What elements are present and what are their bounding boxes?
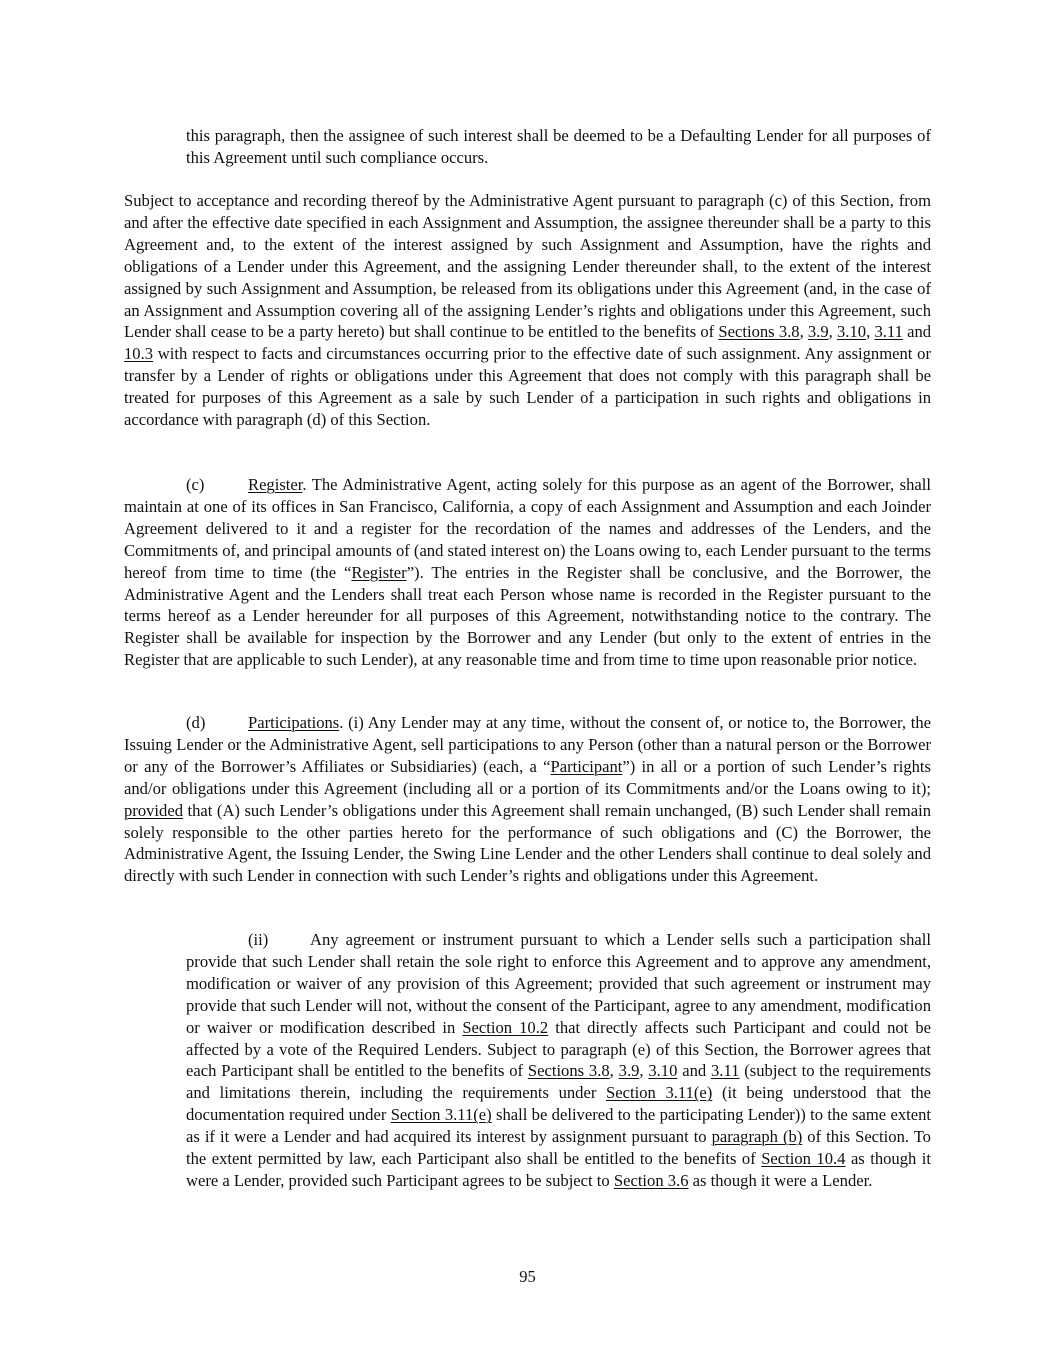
paragraph-intro: this paragraph, then the assignee of such interest shall be deemed to be a Defaulting Lender for all purposes of this Agreement until such compliance occurs. <box>186 126 931 167</box>
section-ref-link: Section 3.6 <box>613 1170 689 1190</box>
section-heading: Participations <box>248 713 340 732</box>
section-ref-link: 3.9 <box>807 322 829 342</box>
page-number: 95 <box>519 1267 536 1286</box>
section-ref-link: Section 3.11(e) <box>606 1083 713 1103</box>
section-ref-link: 3.11 <box>874 322 903 342</box>
paragraph-register: (c) Register. The Administrative Agent, acting solely for this purpose as an agent of the Borrower, shall maintain at one of its offices in San Francisco, California, a copy of each Assignment and Assumption and each Joinder Agreement delivered to it and a register for the recordation of the names and addresses of the Lenders, and the Commitments of, and principal amounts of (and stated interest on) the Loans owing to, each Lender pursuant to the terms hereof from time to time (the “Register”). The entries in the Register shall be conclusive, and the Borrower, the Administrative Agent and the Lenders shall treat each Person whose name is recorded in the Register pursuant to the terms hereof as a Lender hereunder for all purposes of this Agreement, notwithstanding notice to the contrary. The Register shall be available for inspection by the Borrower and any Lender (but only to the extent of entries in the Register that are applicable to such Lender), at any reasonable time and from time to time upon reasonable prior notice. <box>124 475 931 670</box>
section-ref-link: Section 3.11(e) <box>390 1105 492 1125</box>
clause-number: (c) <box>186 475 205 494</box>
section-ref-link: Sections 3.8 <box>718 322 800 342</box>
section-ref-link: paragraph (b) <box>711 1127 803 1147</box>
section-ref-link: Sections 3.8 <box>527 1061 610 1081</box>
section-ref-link: Section 10.2 <box>462 1017 549 1037</box>
section-ref-link: 10.3 <box>124 344 154 364</box>
clause-number: (ii) <box>248 930 269 949</box>
section-ref-link: 3.11 <box>711 1061 740 1081</box>
paragraph-assignment-effect: Subject to acceptance and recording thereof by the Administrative Agent pursuant to paragraph (c) of this Section, from and after the effective date specified in each Assignment and Assumption, the assignee thereunder shall be a party to this Agreement and, to the extent of the interest assigned by such Assignment and Assumption, have the rights and obligations of a Lender under this Agreement, and the assigning Lender thereunder shall, to the extent of the interest assigned by such Assignment and Assumption, be released from its obligations under this Agreement (and, in the case of an Assignment and Assumption covering all of the assigning Lender’s rights and obligations under this Agreement, such Lender shall cease to be a party hereto) but shall continue to be entitled to the benefits of Sections 3.8, 3.9, 3.10, 3.11 and 10.3 with respect to facts and circumstances occurring prior to the effective date of such assignment. Any assignment or transfer by a Lender of rights or obligations under this Agreement that does not comply with this paragraph shall be treated for purposes of this Agreement as a sale by such Lender of a participation in such rights and obligations in accordance with paragraph (d) of this Section. <box>124 191 932 430</box>
section-ref-link: Section 10.4 <box>761 1149 846 1169</box>
section-heading: Register <box>248 475 303 494</box>
section-ref-link: 3.10 <box>837 322 867 342</box>
paragraph-participations: (d) Participations. (i) Any Lender may at any time, without the consent of, or notice to, the Borrower, the Issuing Lender or the Administrative Agent, sell participations to any Person (other than a natural person or the Borrower or any of the Borrower’s Affiliates or Subsidiaries) (each, a “Participant”) in all or a portion of such Lender’s rights and/or obligations under this Agreement (including all or a portion of its Commitments and/or the Loans owing to it); provided that (A) such Lender’s obligations under this Agreement shall remain unchanged, (B) such Lender shall remain solely responsible to the other parties hereto for the performance of such obligations and (C) the Borrower, the Administrative Agent, the Issuing Lender, the Swing Line Lender and the other Lenders shall continue to deal solely and directly with such Lender in connection with such Lender’s rights and obligations under this Agreement. <box>124 713 931 886</box>
defined-term: Participant <box>550 756 623 776</box>
defined-term: Register <box>351 562 407 582</box>
provided-term: provided <box>124 800 183 820</box>
section-ref-link: 3.9 <box>618 1061 640 1081</box>
clause-number: (d) <box>186 713 206 732</box>
paragraph-participations-ii: (ii) Any agreement or instrument pursuant to which a Lender sells such a participation shall provide that such Lender shall retain the sole right to enforce this Agreement and to approve any amendment, modification or waiver of any provision of this Agreement; provided that such agreement or instrument may provide that such Lender will not, without the consent of the Participant, agree to any amendment, modification or waiver or modification described in Section 10.2 that directly affects such Participant and could not be affected by a vote of the Required Lenders. Subject to paragraph (e) of this Section, the Borrower agrees that each Participant shall be entitled to the benefits of Sections 3.8, 3.9, 3.10 and 3.11 (subject to the requirements and limitations therein, including the requirements under Section 3.11(e) (it being understood that the documentation required under Section 3.11(e) shall be delivered to the participating Lender)) to the same extent as if it were a Lender and had acquired its interest by assignment pursuant to paragraph (b) of this Section. To the extent permitted by law, each Participant also shall be entitled to the benefits of Section 10.4 as though it were a Lender, provided such Participant agrees to be subject to Section 3.6 as though it were a Lender. <box>186 930 932 1190</box>
section-ref-link: 3.10 <box>648 1061 678 1081</box>
